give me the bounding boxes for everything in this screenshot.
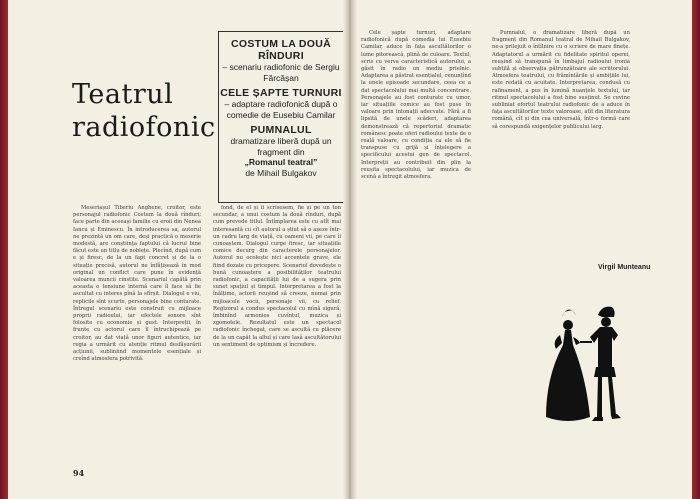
article-column-4 (492, 30, 630, 260)
illustration-couple-icon (540, 297, 630, 437)
right-binding-edge (692, 0, 700, 499)
play3-title: PUMNALUL (250, 124, 312, 136)
article-column-3 (361, 30, 471, 270)
page-gutter (343, 0, 357, 499)
play3-subtitle-b: „Romanul teatral” (244, 157, 318, 167)
title-line-2: radiofonic (72, 112, 216, 144)
program-box (218, 31, 343, 203)
article-title (72, 78, 216, 144)
column-4-text: Pumnalul, o dramatizare liberă după un fragment din Romanul teatral de Mihail Bulgakov, ne-a prilejuit o întîlnire cu o scriere de mare finețe. Adaptatorul a urmărit cu fidelitate spiritul operei, reușind să transpună în limbajul radioului ironia subtilă și observația pătrunzătoare ale scriitorului. Atmosfera teatrului, cu frămîntările și ambițiile lui, este redată cu acuitate. Interpretarea, condusă cu rafinament, a pus în lumină nuanțele textului, iar ritmul spectacolului a fost bine susținut. Se cuvine subliniat efortul teatrului radiofonic de a aduce în fața ascultătorilor texte valoroase, atît din literatura română, cît și din cea universală, într-o formă care să corespundă exigențelor publicului larg. (492, 30, 630, 130)
author-signature: Virgil Munteanu (598, 264, 651, 271)
play1-title-b: RÎNDURI (258, 50, 304, 62)
page-number: 94 (73, 468, 85, 478)
column-1-text: Meseriașul Tiberiu Anghene, croitor, este personajul radiofonic Costum la două rînduri; face parte din aceeași familie cu eroii din Nenea Iancu și Eminescu. În introducerea sa, autorul ne prezintă un om care, deși practică o meserie modestă, are conștiința faptului că lucrul bine făcut este un titlu de noblețe. Plecînd, după cum e și firesc, de la un fapt concret și de la o situație precisă, autorul ne înfățișează în mod original un conflict care pune în evidență valoarea muncii cinstite. Scenariul capătă prin aceasta o tensiune internă care îl face să fie ascultat cu interes pînă la sfîrșit. Dialogul e viu, replicile sînt scurte, personajele bine conturate. Întregul scenariu este construit cu mijloace proprii radioului, iar efectele sonore sînt folosite cu economie și gust. Interpreții, în frunte cu actorul care îl întruchipează pe croitor, au dat viață unor figuri autentice, iar regia a urmărit cu atenție ritmul desfășurării acțiunii, subliniind momentele esențiale și creînd atmosfera potrivită. (73, 205, 201, 363)
article-column-1 (73, 205, 201, 460)
article-column-2 (213, 205, 341, 460)
left-binding-edge (0, 0, 8, 499)
play2-title: CELE ȘAPTE TURNURI (220, 87, 342, 99)
play2-subtitle: – adaptare radiofonică după o comedie de Eusebiu Camilar (224, 99, 338, 120)
play3-subtitle-a: dramatizare liberă după un fragment din (230, 136, 332, 157)
play1-subtitle: – scenariu radiofonic de Sergiu Fărcășan (222, 62, 340, 83)
column-3-text: Cele șapte turnuri, adaptare radiofonică după comedia lui Eusebiu Camilar, aduce în fața ascultătorilor o lume pitorească, plină de culoare. Textul, scris cu verva caracteristică autorului, a găsit în radio un mediu prielnic. Adaptarea a păstrat esențialul, renunțînd la unele episoade secundare, ceea ce a dat spectacolului mai multă concentrare. Personajele au fost conturate cu umor, iar situațiile comice au fost puse în valoare prin intonații adecvate. Fără a fi lipsită de unele scăderi, adaptarea demonstrează că repertoriul dramatic românesc poate oferi radioului texte de o reală valoare, cu condiția ca ele să fie transpuse cu grijă și înțelegere a specificului acestui gen de spectacol. Interpreții au contribuit din plin la reușita spectacolului, iar muzica de scenă a întregit atmosfera. (361, 30, 471, 181)
play1-title-a: COSTUM LA DOUĂ (230, 38, 332, 50)
play3-subtitle-c: de Mihail Bulgakov (245, 167, 317, 178)
column-2-text: fond, de el și îi scrisesem, fie și pe un ton secundar, a unui costum la două rînduri, după cum prevede titlul. Întîmplarea este cu atît mai interesantă cu cît autorul a știut să o așeze într-un cadru larg de viață, cu oameni vii, pe care îi cunoaștem. Dialogul curge firesc, iar situațiile comice decurg din caracterele personajelor. Autorul nu ocolește nici accentele grave, ele fiind dozate cu pricepere. Scenariul dovedește o bună cunoaștere a posibilităților teatrului radiofonic, a capacității lui de a sugera prin sunet spațiul și timpul. Interpretarea a fost la înălțime, actorii reușind să creeze, numai prin mijloacele vocii, personaje vii, cu relief. Regizorul a condus spectacolul cu mînă sigură, îmbinînd armonios cuvîntul, muzica și zgomotele. Rezultatul este un spectacol radiofonic închegat, care se ascultă cu plăcere de la un capăt la altul și care lasă ascultătorului un sentiment de optimism și încredere. (213, 205, 341, 348)
title-line-1: Teatrul (72, 79, 174, 111)
